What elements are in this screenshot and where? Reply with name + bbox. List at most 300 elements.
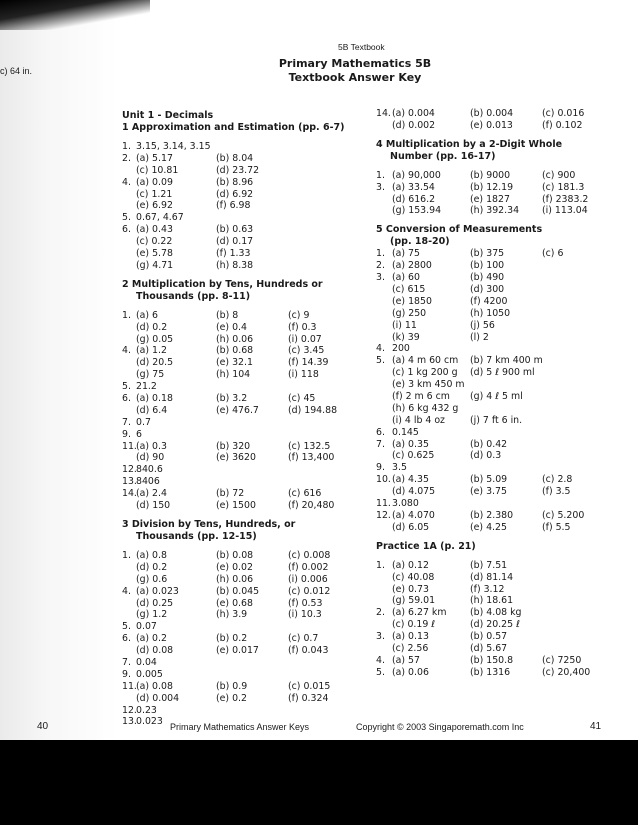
answer-cell: 3.080 xyxy=(392,498,419,510)
right-answer-column xyxy=(376,108,626,679)
question-number: 10. xyxy=(376,474,391,486)
answer-cell: (c) 900 xyxy=(542,169,576,181)
section-heading: Practice 1A (p. 21) xyxy=(376,540,476,552)
answer-cell: (g) 0.6 xyxy=(136,573,168,585)
answer-cell: (e) 5.78 xyxy=(136,248,173,260)
answer-cell: (d) 23.72 xyxy=(216,164,260,176)
question-number: 11. xyxy=(122,440,137,452)
answer-cell: (g) 0.05 xyxy=(136,333,174,345)
answer-row xyxy=(122,598,362,610)
answer-cell: (d) 5 ℓ 900 ml xyxy=(470,367,535,379)
answer-row xyxy=(376,619,626,631)
spacer xyxy=(122,543,362,550)
answer-row xyxy=(122,429,362,441)
question-number: 11. xyxy=(376,498,391,510)
answer-row xyxy=(376,379,626,391)
footer-copyright: Copyright © 2003 Singaporemath.com Inc xyxy=(356,722,524,732)
answer-cell: (a) 0.023 xyxy=(136,585,179,597)
answer-cell: 6 xyxy=(136,428,142,440)
answer-row xyxy=(122,550,362,562)
answer-cell: (g) 75 xyxy=(136,369,165,381)
answer-row xyxy=(122,357,362,369)
answer-row xyxy=(122,153,362,165)
answer-cell: (a) 57 xyxy=(392,654,420,666)
question-number: 9. xyxy=(122,428,131,440)
answer-row xyxy=(376,643,626,655)
answer-cell: (b) 0.9 xyxy=(216,680,248,692)
answer-cell: (a) 0.35 xyxy=(392,438,429,450)
answer-row xyxy=(122,224,362,236)
answer-cell: (d) 90 xyxy=(136,452,165,464)
answer-cell: (b) 320 xyxy=(216,440,251,452)
answer-cell: (c) 10.81 xyxy=(136,164,179,176)
answer-cell: (d) 150 xyxy=(136,500,171,512)
answer-row xyxy=(122,441,362,453)
answer-row xyxy=(122,621,362,633)
question-number: 4. xyxy=(376,343,385,355)
answer-cell: (d) 20.5 xyxy=(136,357,174,369)
answer-cell: (f) 3.5 xyxy=(542,486,571,498)
answer-cell: (d) 0.3 xyxy=(470,450,502,462)
spacer xyxy=(376,132,626,139)
answer-cell: (a) 33.54 xyxy=(392,181,435,193)
answer-cell: (d) 81.14 xyxy=(470,571,514,583)
spacer xyxy=(376,217,626,224)
answer-cell: (h) 8.38 xyxy=(216,259,254,271)
answer-row xyxy=(122,645,362,657)
answer-cell: (b) 3.2 xyxy=(216,393,248,405)
question-number: 5. xyxy=(122,381,131,393)
answer-row xyxy=(376,427,626,439)
answer-cell: (f) 0.53 xyxy=(288,597,323,609)
question-number: 5. xyxy=(376,666,385,678)
answer-row xyxy=(376,462,626,474)
answer-cell: 3.15, 3.14, 3.15 xyxy=(136,141,211,152)
answer-cell: (c) 0.012 xyxy=(288,585,331,597)
answer-row xyxy=(376,415,626,427)
answer-row xyxy=(122,476,362,488)
answer-cell: (i) 0.07 xyxy=(288,333,322,345)
answer-row xyxy=(122,236,362,248)
question-number: 11. xyxy=(122,680,137,692)
question-number: 4. xyxy=(122,176,131,188)
answer-cell: (c) 0.016 xyxy=(542,108,585,119)
answer-cell: (c) 5.200 xyxy=(542,509,585,521)
answer-cell: (b) 2.380 xyxy=(470,509,514,521)
question-number: 4. xyxy=(122,585,131,597)
answer-cell: (a) 0.3 xyxy=(136,440,167,452)
answer-row xyxy=(122,574,362,586)
adjacent-page-fragment: c) 64 in. xyxy=(0,66,33,76)
answer-cell: (a) 60 xyxy=(392,272,420,284)
answer-row xyxy=(122,212,362,224)
section-heading: 3 Division by Tens, Hundreds, or xyxy=(122,518,296,530)
answer-row xyxy=(122,141,362,153)
answer-cell: (c) 0.19 ℓ xyxy=(392,619,436,631)
answer-cell: (d) 0.004 xyxy=(136,692,180,704)
answer-cell: (f) 14.39 xyxy=(288,357,329,369)
answer-cell: (a) 0.06 xyxy=(392,666,429,678)
question-number: 1. xyxy=(122,141,131,152)
answer-cell: (a) 0.08 xyxy=(136,680,173,692)
question-number: 1. xyxy=(376,559,385,571)
answer-cell: (c) 9 xyxy=(288,309,310,321)
question-number: 2. xyxy=(122,152,131,164)
answer-row xyxy=(376,260,626,272)
answer-cell: (c) 616 xyxy=(288,488,322,500)
answer-cell: (d) 0.2 xyxy=(136,561,168,573)
answer-cell: (a) 6 xyxy=(136,309,159,321)
answer-cell: (b) 7 km 400 m xyxy=(470,355,543,367)
answer-cell: (e) 0.013 xyxy=(470,119,513,131)
answer-cell: (a) 0.09 xyxy=(136,176,173,188)
question-number: 12. xyxy=(376,509,391,521)
question-number: 9. xyxy=(122,668,131,680)
answer-row xyxy=(122,500,362,512)
question-number: 2. xyxy=(376,607,385,619)
question-number: 2. xyxy=(376,260,385,272)
section-heading: Thousands (pp. 12-15) xyxy=(136,530,257,542)
answer-row xyxy=(376,120,626,132)
answer-row xyxy=(122,189,362,201)
answer-cell: (e) 4.25 xyxy=(470,521,507,533)
answer-cell: (j) 7 ft 6 in. xyxy=(470,414,523,426)
answer-cell: (d) 0.25 xyxy=(136,597,174,609)
answer-row xyxy=(122,705,362,717)
answer-cell: (i) 118 xyxy=(288,369,319,381)
answer-cell: (l) 2 xyxy=(470,331,489,343)
question-number: 6. xyxy=(122,224,131,236)
answer-cell: (g) 4 ℓ 5 ml xyxy=(470,391,523,403)
question-number: 5. xyxy=(122,212,131,224)
spacer xyxy=(122,134,362,141)
answer-cell: (a) 90,000 xyxy=(392,169,441,181)
answer-row xyxy=(376,367,626,379)
answer-row xyxy=(122,381,362,393)
question-number: 6. xyxy=(122,393,131,405)
answer-cell: (b) 7.51 xyxy=(470,559,508,571)
spacer xyxy=(122,272,362,279)
answer-row xyxy=(376,498,626,510)
answer-cell: (c) 2.8 xyxy=(542,474,573,486)
answer-row xyxy=(376,272,626,284)
answer-row xyxy=(376,474,626,486)
answer-cell: (c) 0.008 xyxy=(288,549,331,561)
answer-row xyxy=(122,345,362,357)
answer-row xyxy=(122,334,362,346)
answer-row xyxy=(122,609,362,621)
answer-row xyxy=(122,488,362,500)
answer-cell: (c) 45 xyxy=(288,393,316,405)
answer-cell: (b) 0.2 xyxy=(216,633,248,645)
answer-row xyxy=(122,452,362,464)
answer-row xyxy=(376,560,626,572)
answer-cell: (b) 8.04 xyxy=(216,152,254,164)
footer-title: Primary Mathematics Answer Keys xyxy=(170,722,310,732)
answer-row xyxy=(376,296,626,308)
answer-cell: (f) 20,480 xyxy=(288,500,335,512)
answer-cell: (e) 6.92 xyxy=(136,200,173,212)
answer-row xyxy=(376,308,626,320)
answer-row xyxy=(122,322,362,334)
answer-row xyxy=(122,681,362,693)
question-number: 1. xyxy=(376,169,385,181)
question-number: 6. xyxy=(122,633,131,645)
answer-cell: (d) 6.4 xyxy=(136,404,168,416)
answer-cell: (d) 5.67 xyxy=(470,642,508,654)
answer-cell: (b) 8 xyxy=(216,309,239,321)
answer-row xyxy=(122,464,362,476)
answer-cell: (a) 0.43 xyxy=(136,224,173,236)
answer-cell: (e) 1850 xyxy=(392,295,432,307)
answer-cell: 21.2 xyxy=(136,381,157,393)
answer-cell: (c) 40.08 xyxy=(392,571,435,583)
answer-cell: (f) 0.3 xyxy=(288,321,317,333)
answer-row xyxy=(122,633,362,645)
book-binding-shadow xyxy=(0,0,118,740)
answer-cell: (b) 100 xyxy=(470,260,505,272)
answer-cell: (c) 6 xyxy=(542,248,564,260)
spacer xyxy=(376,553,626,560)
question-number: 9. xyxy=(376,462,385,474)
answer-cell: (d) 0.2 xyxy=(136,321,168,333)
answer-row xyxy=(376,572,626,584)
scan-black-border xyxy=(0,740,638,825)
answer-cell: (h) 0.06 xyxy=(216,333,254,345)
question-number: 13. xyxy=(122,716,137,728)
answer-cell: 840.6 xyxy=(136,464,163,476)
answer-row xyxy=(122,369,362,381)
question-number: 1. xyxy=(122,309,131,321)
answer-cell: (a) 4 m 60 cm xyxy=(392,355,459,367)
spacer xyxy=(376,534,626,541)
answer-cell: (a) 75 xyxy=(392,248,420,260)
answer-row xyxy=(376,584,626,596)
answer-cell: (i) 0.006 xyxy=(288,573,328,585)
answer-cell: (a) 4.070 xyxy=(392,509,435,521)
question-number: 6. xyxy=(376,426,385,438)
answer-cell: (a) 0.12 xyxy=(392,559,429,571)
answer-row xyxy=(376,450,626,462)
section-heading: Thousands (pp. 8-11) xyxy=(136,290,251,302)
question-number: 1. xyxy=(376,248,385,260)
answer-cell: (d) 20.25 ℓ xyxy=(470,619,520,631)
answer-cell: (b) 12.19 xyxy=(470,181,514,193)
answer-cell: (a) 0.004 xyxy=(392,108,435,119)
page-subtitle: Textbook Answer Key xyxy=(288,71,422,84)
answer-row xyxy=(376,205,626,217)
question-number: 14. xyxy=(376,108,391,119)
answer-cell: 200 xyxy=(392,343,410,355)
answer-cell: (k) 39 xyxy=(392,331,420,343)
answer-cell: (e) 0.73 xyxy=(392,583,429,595)
answer-cell: (i) 10.3 xyxy=(288,609,322,621)
section-heading: 5 Conversion of Measurements xyxy=(376,224,543,236)
answer-cell: 0.67, 4.67 xyxy=(136,212,184,224)
answer-row xyxy=(122,260,362,272)
answer-cell: (b) 72 xyxy=(216,488,245,500)
question-number: 13. xyxy=(122,476,137,488)
answer-cell: 0.7 xyxy=(136,416,151,428)
answer-row xyxy=(122,248,362,260)
answer-cell: (i) 11 xyxy=(392,319,417,331)
answer-cell: (e) 0.4 xyxy=(216,321,247,333)
answer-row xyxy=(376,486,626,498)
answer-cell: (c) 0.625 xyxy=(392,450,435,462)
answer-cell: (h) 1050 xyxy=(470,307,511,319)
answer-row xyxy=(122,405,362,417)
answer-row xyxy=(376,170,626,182)
answer-row xyxy=(376,607,626,619)
answer-cell: (c) 0.7 xyxy=(288,633,319,645)
answer-cell: (f) 13,400 xyxy=(288,452,335,464)
question-number: 3. xyxy=(376,631,385,643)
answer-row xyxy=(122,562,362,574)
answer-cell: (d) 300 xyxy=(470,284,505,296)
answer-cell: (e) 0.02 xyxy=(216,561,253,573)
answer-cell: (h) 6 kg 432 g xyxy=(392,402,459,414)
answer-cell: (c) 7250 xyxy=(542,654,582,666)
page-corner-shadow xyxy=(0,0,150,30)
question-number: 1. xyxy=(122,549,131,561)
section-heading: 1 Approximation and Estimation (pp. 6-7) xyxy=(122,122,345,133)
answer-cell: (f) 1.33 xyxy=(216,248,251,260)
answer-cell: (b) 0.63 xyxy=(216,224,254,236)
answer-cell: (b) 490 xyxy=(470,272,505,284)
answer-cell: 8406 xyxy=(136,476,160,488)
answer-cell: (d) 0.08 xyxy=(136,645,174,657)
question-number: 4. xyxy=(122,345,131,357)
book-label: 5B Textbook xyxy=(338,42,385,52)
answer-row xyxy=(122,693,362,705)
answer-cell: (f) 0.102 xyxy=(542,119,583,131)
answer-cell: (e) 0.017 xyxy=(216,645,259,657)
answer-row xyxy=(122,393,362,405)
answer-cell: (i) 4 lb 4 oz xyxy=(392,414,445,426)
section-heading: Number (pp. 16-17) xyxy=(390,150,496,162)
answer-row xyxy=(376,522,626,534)
page-number-left: 40 xyxy=(37,721,49,732)
answer-cell: (a) 5.17 xyxy=(136,152,173,164)
answer-row xyxy=(376,320,626,332)
answer-cell: (b) 1316 xyxy=(470,666,511,678)
section-heading: Unit 1 - Decimals xyxy=(122,110,214,121)
answer-row xyxy=(122,177,362,189)
answer-cell: (a) 2800 xyxy=(392,260,432,272)
answer-cell: (e) 1500 xyxy=(216,500,256,512)
answer-row xyxy=(122,586,362,598)
answer-row xyxy=(376,439,626,451)
answer-row xyxy=(376,655,626,667)
answer-cell: (g) 4.71 xyxy=(136,259,174,271)
answer-cell: (d) 0.17 xyxy=(216,236,254,248)
answer-cell: (f) 2 m 6 cm xyxy=(392,391,450,403)
answer-cell: (e) 32.1 xyxy=(216,357,253,369)
answer-row xyxy=(122,200,362,212)
answer-cell: (a) 0.18 xyxy=(136,393,173,405)
answer-row xyxy=(376,343,626,355)
answer-row xyxy=(376,631,626,643)
answer-cell: (e) 1827 xyxy=(470,193,510,205)
answer-cell: (b) 0.68 xyxy=(216,345,254,357)
answer-cell: (b) 0.57 xyxy=(470,631,508,643)
answer-cell: (e) 3.75 xyxy=(470,486,507,498)
answer-cell: (c) 0.015 xyxy=(288,680,331,692)
answer-cell: (c) 20,400 xyxy=(542,666,591,678)
answer-cell: (e) 3620 xyxy=(216,452,256,464)
answer-row xyxy=(376,595,626,607)
question-number: 12. xyxy=(122,704,137,716)
answer-cell: (b) 0.42 xyxy=(470,438,508,450)
question-number: 5. xyxy=(376,355,385,367)
answer-cell: (e) 0.68 xyxy=(216,597,253,609)
answer-cell: (h) 0.06 xyxy=(216,573,254,585)
answer-cell: 0.04 xyxy=(136,656,157,668)
answer-cell: (d) 616.2 xyxy=(392,193,436,205)
left-answer-column xyxy=(122,110,362,728)
answer-cell: (e) 3 km 450 m xyxy=(392,379,465,391)
answer-cell: (c) 1.21 xyxy=(136,188,173,200)
answer-cell: (d) 194.88 xyxy=(288,404,338,416)
answer-cell: 0.07 xyxy=(136,621,157,633)
answer-cell: (b) 9000 xyxy=(470,169,511,181)
answer-row xyxy=(376,194,626,206)
question-number: 3. xyxy=(376,272,385,284)
answer-cell: (f) 2383.2 xyxy=(542,193,589,205)
answer-cell: (e) 0.2 xyxy=(216,692,247,704)
answer-row xyxy=(376,332,626,344)
question-number: 4. xyxy=(376,654,385,666)
answer-cell: (d) 6.92 xyxy=(216,188,254,200)
answer-row xyxy=(376,667,626,679)
answer-cell: (f) 5.5 xyxy=(542,521,571,533)
answer-cell: 0.23 xyxy=(136,704,157,716)
answer-cell: (g) 59.01 xyxy=(392,595,436,607)
answer-cell: 0.023 xyxy=(136,716,163,728)
answer-cell: (g) 153.94 xyxy=(392,205,442,217)
page-title: Primary Mathematics 5B xyxy=(278,57,432,70)
answer-row xyxy=(376,108,626,120)
answer-cell: (b) 8.96 xyxy=(216,176,254,188)
answer-row xyxy=(376,248,626,260)
answer-cell: (c) 0.22 xyxy=(136,236,173,248)
answer-row xyxy=(376,510,626,522)
answer-cell: (b) 150.8 xyxy=(470,654,514,666)
answer-cell: (a) 2.4 xyxy=(136,488,167,500)
answer-cell: (f) 0.002 xyxy=(288,561,329,573)
question-number: 12. xyxy=(122,464,137,476)
answer-cell: (h) 3.9 xyxy=(216,609,248,621)
answer-cell: (g) 1.2 xyxy=(136,609,168,621)
answer-cell: (f) 6.98 xyxy=(216,200,251,212)
answer-cell: (d) 6.05 xyxy=(392,521,430,533)
answer-cell: (a) 0.13 xyxy=(392,631,429,643)
answer-cell: (a) 6.27 km xyxy=(392,607,447,619)
answer-cell: (i) 113.04 xyxy=(542,205,588,217)
answer-row xyxy=(376,284,626,296)
spacer xyxy=(122,303,362,310)
answer-cell: (b) 5.09 xyxy=(470,474,508,486)
answer-cell: 3.5 xyxy=(392,462,407,474)
answer-cell: (c) 181.3 xyxy=(542,181,585,193)
answer-row xyxy=(376,391,626,403)
answer-cell: (d) 4.075 xyxy=(392,486,436,498)
answer-cell: 0.145 xyxy=(392,426,419,438)
question-number: 7. xyxy=(376,438,385,450)
answer-row xyxy=(122,669,362,681)
answer-cell: (b) 4.08 kg xyxy=(470,607,522,619)
answer-cell: (h) 18.61 xyxy=(470,595,514,607)
